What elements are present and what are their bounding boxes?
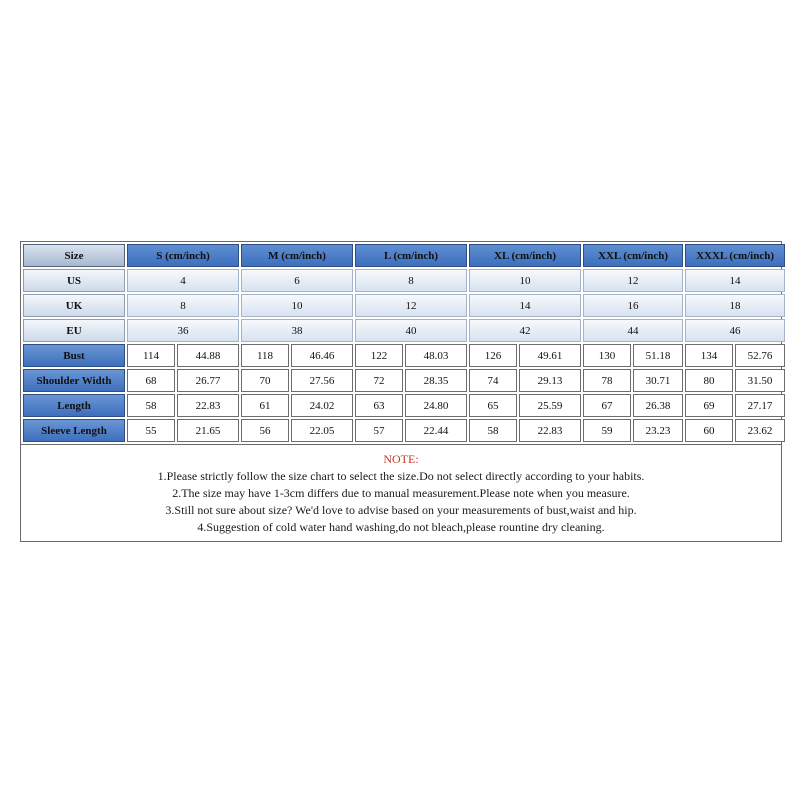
header-row <box>23 244 785 267</box>
table-cell: 10 <box>469 269 581 292</box>
table-cell: 21.65 <box>177 419 239 442</box>
sleeve-length-row <box>23 419 785 442</box>
table-cell: 23.23 <box>633 419 683 442</box>
table-cell: 22.83 <box>177 394 239 417</box>
table-cell: 44 <box>583 319 683 342</box>
size-header-cell: Size <box>23 244 125 267</box>
table-cell: 29.13 <box>519 369 581 392</box>
table-cell: 57 <box>355 419 403 442</box>
size-xxl-header: XXL (cm/inch) <box>583 244 683 267</box>
table-cell: 55 <box>127 419 175 442</box>
table-cell: 26.38 <box>633 394 683 417</box>
table-cell: 80 <box>685 369 733 392</box>
table-cell: 8 <box>355 269 467 292</box>
table-cell: 61 <box>241 394 289 417</box>
table-cell: 22.83 <box>519 419 581 442</box>
note-title: NOTE: <box>383 452 419 466</box>
table-cell: 122 <box>355 344 403 367</box>
table-cell: 27.56 <box>291 369 353 392</box>
us-row <box>23 269 785 292</box>
table-cell: 48.03 <box>405 344 467 367</box>
table-cell: 36 <box>127 319 239 342</box>
note-line-3: 3.Still not sure about size? We'd love to advise based on your measurements of bust,waist and hip. <box>165 503 637 517</box>
table-cell: 70 <box>241 369 289 392</box>
row-label: Length <box>23 394 125 417</box>
table-cell: 6 <box>241 269 353 292</box>
table-cell: 67 <box>583 394 631 417</box>
table-cell: 60 <box>685 419 733 442</box>
table-cell: 44.88 <box>177 344 239 367</box>
table-cell: 78 <box>583 369 631 392</box>
length-row <box>23 394 785 417</box>
table-cell: 31.50 <box>735 369 785 392</box>
table-cell: 114 <box>127 344 175 367</box>
size-s-header: S (cm/inch) <box>127 244 239 267</box>
table-cell: 69 <box>685 394 733 417</box>
table-cell: 14 <box>685 269 785 292</box>
note-line-1: 1.Please strictly follow the size chart to select the size.Do not select directly according to your habits. <box>157 469 645 483</box>
table-cell: 24.80 <box>405 394 467 417</box>
row-label: Bust <box>23 344 125 367</box>
bust-row <box>23 344 785 367</box>
size-xl-header: XL (cm/inch) <box>469 244 581 267</box>
table-cell: 63 <box>355 394 403 417</box>
table-cell: 74 <box>469 369 517 392</box>
table-cell: 10 <box>241 294 353 317</box>
table-cell: 46 <box>685 319 785 342</box>
table-cell: 130 <box>583 344 631 367</box>
table-cell: 22.05 <box>291 419 353 442</box>
table-cell: 72 <box>355 369 403 392</box>
size-table <box>21 242 787 444</box>
table-cell: 28.35 <box>405 369 467 392</box>
table-cell: 12 <box>355 294 467 317</box>
table-cell: 40 <box>355 319 467 342</box>
row-label: Shoulder Width <box>23 369 125 392</box>
table-cell: 42 <box>469 319 581 342</box>
uk-row <box>23 294 785 317</box>
table-cell: 58 <box>469 419 517 442</box>
table-cell: 8 <box>127 294 239 317</box>
table-cell: 22.44 <box>405 419 467 442</box>
note-line-2: 2.The size may have 1-3cm differs due to manual measurement.Please note when you measure. <box>172 486 630 500</box>
table-cell: 25.59 <box>519 394 581 417</box>
table-cell: 14 <box>469 294 581 317</box>
row-label: US <box>23 269 125 292</box>
table-cell: 126 <box>469 344 517 367</box>
table-cell: 134 <box>685 344 733 367</box>
size-m-header: M (cm/inch) <box>241 244 353 267</box>
size-chart <box>20 241 782 542</box>
table-cell: 68 <box>127 369 175 392</box>
table-cell: 4 <box>127 269 239 292</box>
shoulder-width-row <box>23 369 785 392</box>
table-cell: 12 <box>583 269 683 292</box>
row-label: Sleeve Length <box>23 419 125 442</box>
size-xxxl-header: XXXL (cm/inch) <box>685 244 785 267</box>
table-cell: 52.76 <box>735 344 785 367</box>
size-l-header: L (cm/inch) <box>355 244 467 267</box>
note-line-4: 4.Suggestion of cold water hand washing,do not bleach,please rountine dry cleaning. <box>197 520 605 534</box>
table-cell: 49.61 <box>519 344 581 367</box>
table-cell: 38 <box>241 319 353 342</box>
note-section <box>21 444 781 541</box>
table-cell: 23.62 <box>735 419 785 442</box>
table-cell: 18 <box>685 294 785 317</box>
table-cell: 26.77 <box>177 369 239 392</box>
table-cell: 51.18 <box>633 344 683 367</box>
table-cell: 59 <box>583 419 631 442</box>
table-cell: 118 <box>241 344 289 367</box>
table-cell: 27.17 <box>735 394 785 417</box>
table-cell: 65 <box>469 394 517 417</box>
row-label: EU <box>23 319 125 342</box>
eu-row <box>23 319 785 342</box>
table-cell: 30.71 <box>633 369 683 392</box>
table-cell: 56 <box>241 419 289 442</box>
table-cell: 24.02 <box>291 394 353 417</box>
table-cell: 16 <box>583 294 683 317</box>
table-cell: 46.46 <box>291 344 353 367</box>
row-label: UK <box>23 294 125 317</box>
table-cell: 58 <box>127 394 175 417</box>
